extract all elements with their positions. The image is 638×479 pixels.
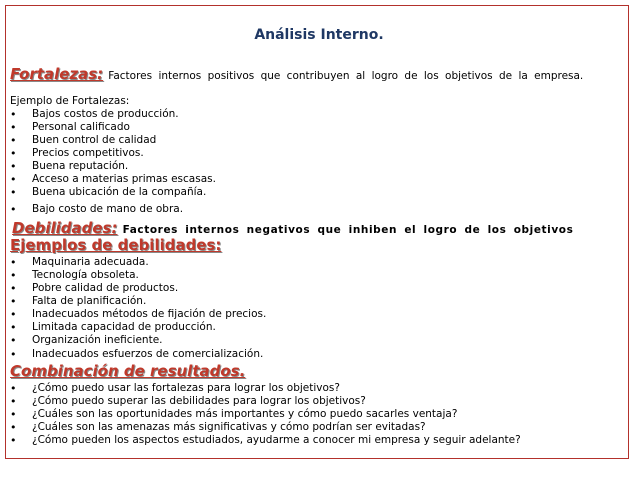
list-item: • Pobre calidad de productos. [10, 282, 266, 295]
list-item: • Inadecuados esfuerzos de comercialización. [10, 348, 263, 361]
combinacion-heading: Combinación de resultados. [10, 362, 246, 380]
list-item: • ¿Cuáles son las oportunidades más importantes y cómo puedo sacarles ventaja? [10, 408, 521, 421]
list-item: • Organización ineficiente. [10, 334, 266, 347]
fortalezas-line [10, 64, 583, 83]
list-item: • ¿Cómo puedo superar las debilidades para lograr los objetivos? [10, 395, 521, 408]
fortalezas-list [10, 108, 216, 199]
list-item: • Buena ubicación de la compañía. [10, 186, 216, 199]
list-item: • Maquinaria adecuada. [10, 256, 266, 269]
list-item: • Personal calificado [10, 121, 216, 134]
list-item: • Acceso a materias primas escasas. [10, 173, 216, 186]
list-item: • Buen control de calidad [10, 134, 216, 147]
combinacion-list [10, 382, 521, 447]
list-item: • Bajos costos de producción. [10, 108, 216, 121]
list-item: • Limitada capacidad de producción. [10, 321, 266, 334]
debilidades-list [10, 256, 266, 347]
list-item: • Precios competitivos. [10, 147, 216, 160]
list-item: • Tecnología obsoleta. [10, 269, 266, 282]
list-item: • Buena reputación. [10, 160, 216, 173]
page-title: Análisis Interno. [254, 27, 384, 43]
debilidades-list-last [10, 348, 263, 361]
fortalezas-heading: Fortalezas: [10, 65, 104, 83]
list-item: • Bajo costo de mano de obra. [10, 203, 183, 216]
debilidades-description: Factores internos negativos que inhiben el logro de los objetivos [122, 224, 574, 236]
fortalezas-list-last [10, 203, 183, 216]
debilidades-line [12, 218, 573, 237]
debilidades-examples-heading: Ejemplos de debilidades: [10, 236, 222, 254]
list-item: • ¿Cuáles son las amenazas más significativas y cómo podrían ser evitadas? [10, 421, 521, 434]
fortalezas-example-label: Ejemplo de Fortalezas: [10, 95, 130, 107]
list-item: • Falta de planificación. [10, 295, 266, 308]
list-item: • ¿Cómo puedo usar las fortalezas para lograr los objetivos? [10, 382, 521, 395]
list-item: • Inadecuados métodos de fijación de precios. [10, 308, 266, 321]
debilidades-heading: Debilidades: [12, 219, 118, 237]
fortalezas-description: Factores internos positivos que contribuyen al logro de los objetivos de la empresa. [108, 70, 584, 82]
list-item: • ¿Cómo pueden los aspectos estudiados, ayudarme a conocer mi empresa y seguir adelante? [10, 434, 521, 447]
